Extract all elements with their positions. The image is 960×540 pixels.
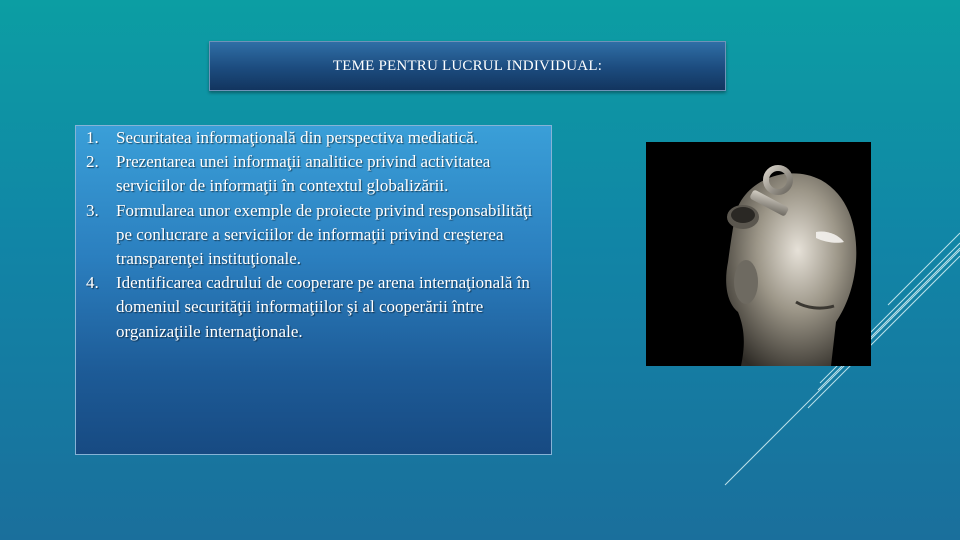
list-item-text: Securitatea informaţională din perspectiva mediatică. [116,128,479,147]
list-item-text: Identificarea cadrului de cooperare pe arena internaţională în domeniul securităţii informaţiilor şi al cooperării între organizaţiile internaţionale. [116,273,530,341]
list-item-number: 3. [86,200,99,220]
head-key-illustration [646,142,871,366]
slide-title: TEME PENTRU LUCRUL INDIVIDUAL: [332,57,603,74]
list-item [86,126,548,150]
topic-list [86,126,548,344]
list-item-number: 4. [86,273,99,293]
topics-box [75,125,552,455]
list-item-text: Prezentarea unei informaţii analitice privind activitatea serviciilor de informaţii în contextul globalizării. [116,152,491,196]
head-key-image [646,142,871,366]
list-item [86,199,548,272]
list-item-text: Formularea unor exemple de proiecte privind responsabilităţi pe conlucrare a serviciilor de informaţii privind creşterea transparenţei instituţionale. [116,200,533,269]
list-item [86,271,548,344]
list-item-number: 2. [86,152,99,172]
list-item [86,150,548,198]
list-item-number: 1. [86,128,99,147]
title-box [209,41,726,91]
